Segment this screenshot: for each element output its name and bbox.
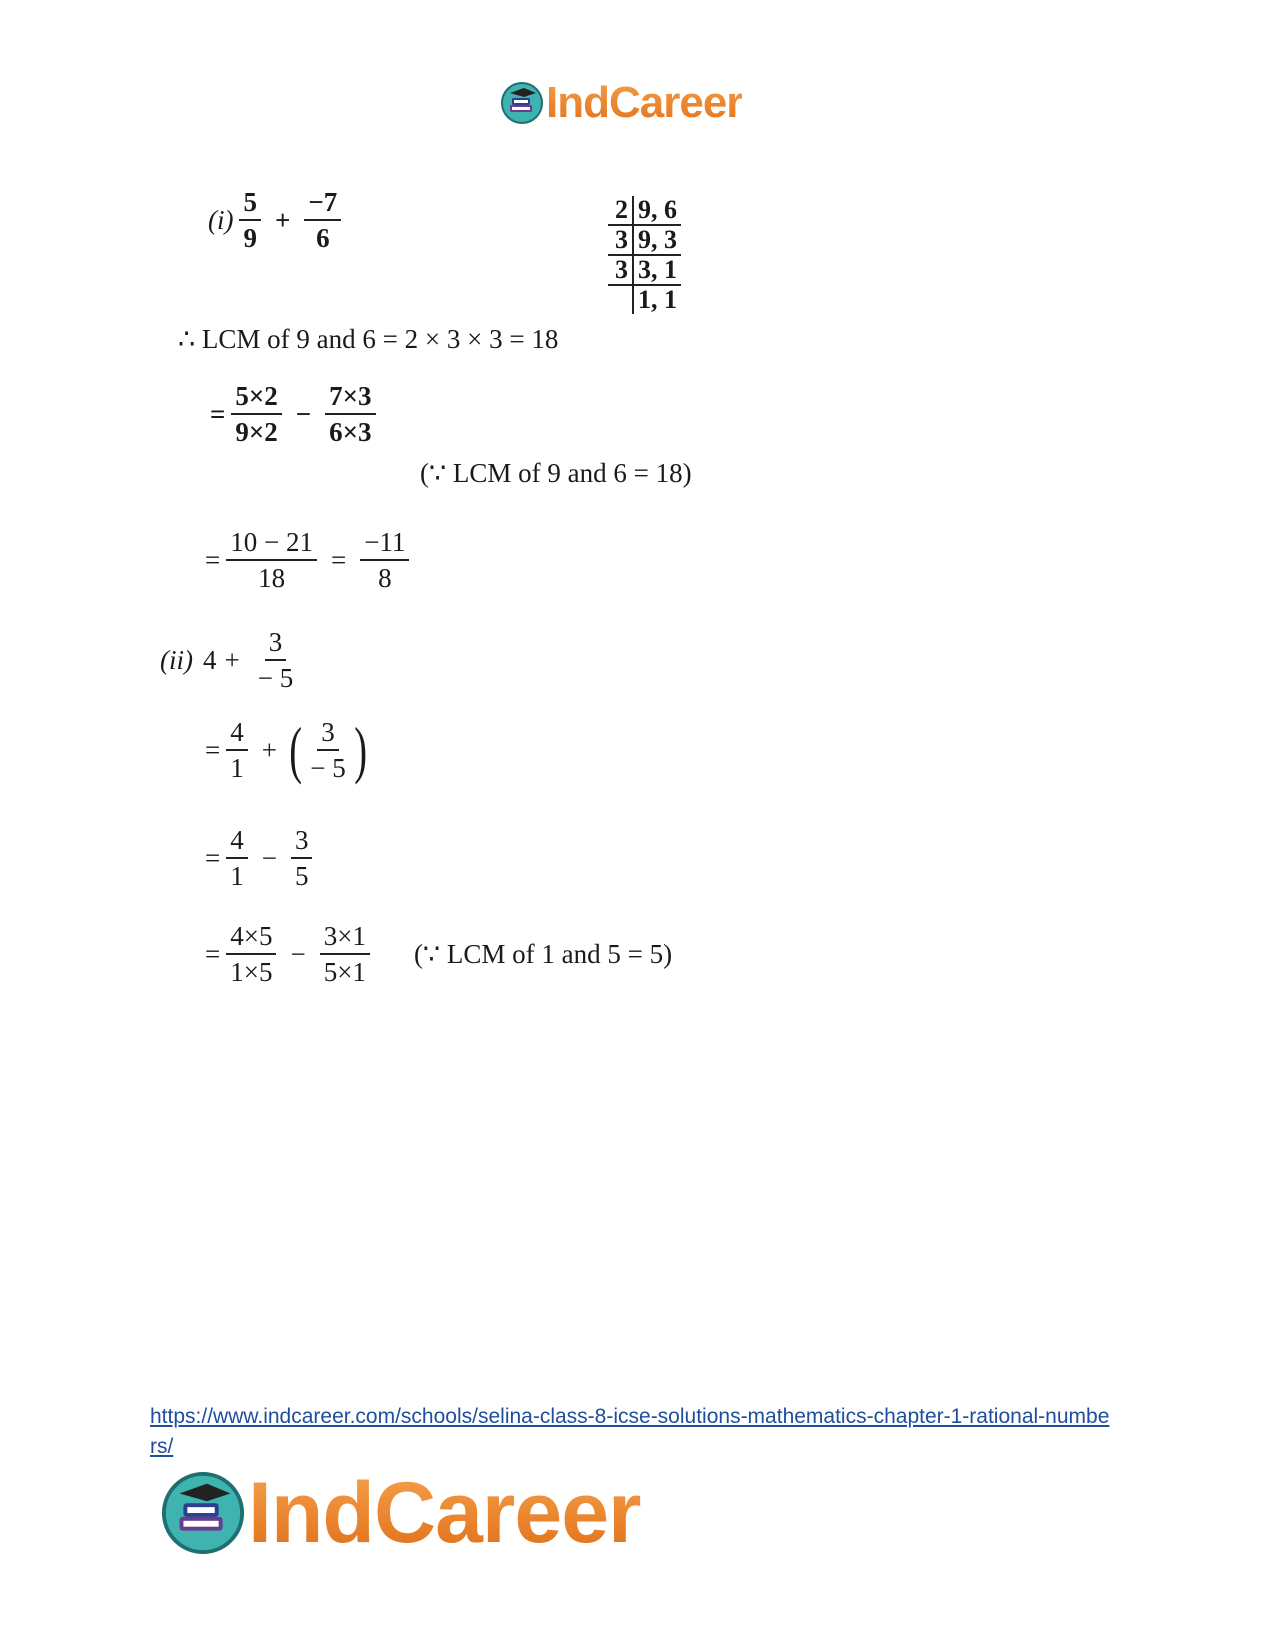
part-i-expression <box>208 188 347 253</box>
values-cell: 3, 1 <box>633 255 681 285</box>
footer-logo <box>160 1465 641 1561</box>
part-ii-step3 <box>205 922 672 987</box>
numerator: 4×5 <box>226 922 276 955</box>
logo-text: IndCareer <box>248 1465 641 1561</box>
equals: = <box>205 544 221 575</box>
equals: = <box>210 398 226 429</box>
denominator: 6 <box>316 223 330 254</box>
divisor-cell <box>608 285 633 314</box>
denominator: 8 <box>378 563 392 594</box>
denominator: 5 <box>294 861 309 892</box>
fraction <box>226 718 248 783</box>
numerator: 4 <box>226 718 248 751</box>
denominator: 6×3 <box>329 417 372 448</box>
numerator: 4 <box>226 826 248 859</box>
graduation-books-icon <box>160 1470 246 1556</box>
equals: = <box>205 938 221 969</box>
numerator: 3×1 <box>320 922 370 955</box>
part-ii-expression <box>160 628 303 693</box>
denominator: 1 <box>230 861 244 892</box>
table-row <box>608 225 681 255</box>
lcm-note: (∵ LCM of 9 and 6 = 18) <box>420 458 692 488</box>
lcm-division-table <box>608 196 681 314</box>
part-label: (ii) <box>160 644 193 675</box>
numerator: 3 <box>265 628 287 661</box>
denominator: 9×2 <box>235 417 278 448</box>
table-row <box>608 196 681 225</box>
equals: = <box>205 734 221 765</box>
denominator: 18 <box>258 563 286 594</box>
operator: − <box>261 842 277 873</box>
values-cell: 9, 3 <box>633 225 681 255</box>
numerator: 3 <box>291 826 313 859</box>
fraction <box>360 528 409 593</box>
part-ii-step2 <box>205 826 318 891</box>
fraction <box>226 922 276 987</box>
left-paren: ( <box>289 714 303 786</box>
source-url-link[interactable]: https://www.indcareer.com/schools/selina-class-8-icse-solutions-mathematics-chapter-1-rational-numbers/ <box>150 1405 1110 1458</box>
denominator: 5×1 <box>323 957 366 988</box>
equals: = <box>205 842 221 873</box>
denominator: − 5 <box>257 663 294 694</box>
fraction <box>226 528 317 593</box>
fraction <box>306 718 349 783</box>
numerator: −7 <box>304 188 341 221</box>
numerator: 5×2 <box>231 382 281 415</box>
table-row <box>608 255 681 285</box>
fraction <box>304 188 341 253</box>
operator: − <box>290 938 306 969</box>
graduation-books-icon <box>500 81 544 125</box>
part-i-step1 <box>210 382 382 447</box>
fraction <box>320 922 370 987</box>
values-cell: 9, 6 <box>633 196 681 225</box>
denominator: 1×5 <box>230 957 273 988</box>
numerator: 3 <box>317 718 339 751</box>
part-ii-step1 <box>205 714 371 786</box>
denominator: 1 <box>230 753 244 784</box>
fraction <box>226 826 248 891</box>
equals: = <box>330 544 347 575</box>
lcm-note: (∵ LCM of 1 and 5 = 5) <box>413 938 673 969</box>
numerator: 7×3 <box>325 382 375 415</box>
lcm-statement <box>178 324 558 355</box>
fraction <box>239 188 261 253</box>
numerator: 5 <box>239 188 261 221</box>
fraction <box>325 382 375 447</box>
lcm-text: ∴ LCM of 9 and 6 = 2 × 3 × 3 = 18 <box>178 324 559 354</box>
divisor-cell: 2 <box>608 196 633 225</box>
numerator: 10 − 21 <box>226 528 317 561</box>
fraction <box>291 826 313 891</box>
numerator: −11 <box>360 528 409 561</box>
right-paren: ) <box>354 714 367 786</box>
header-logo <box>500 78 742 128</box>
operator: − <box>295 398 312 429</box>
denominator: − 5 <box>310 753 346 784</box>
values-cell: 1, 1 <box>638 285 677 314</box>
denominator: 9 <box>243 223 257 254</box>
operator: + <box>261 734 277 765</box>
part-label: (i) <box>208 204 234 235</box>
fraction <box>254 628 297 693</box>
fraction <box>231 382 281 447</box>
table-row <box>608 285 681 314</box>
whole-number: 4 <box>203 644 217 675</box>
part-i-step2 <box>205 528 415 593</box>
operator: + <box>274 204 291 235</box>
logo-text: IndCareer <box>546 78 743 127</box>
operator: + <box>224 644 240 675</box>
divisor-cell: 3 <box>608 255 633 285</box>
divisor-cell: 3 <box>608 225 633 255</box>
